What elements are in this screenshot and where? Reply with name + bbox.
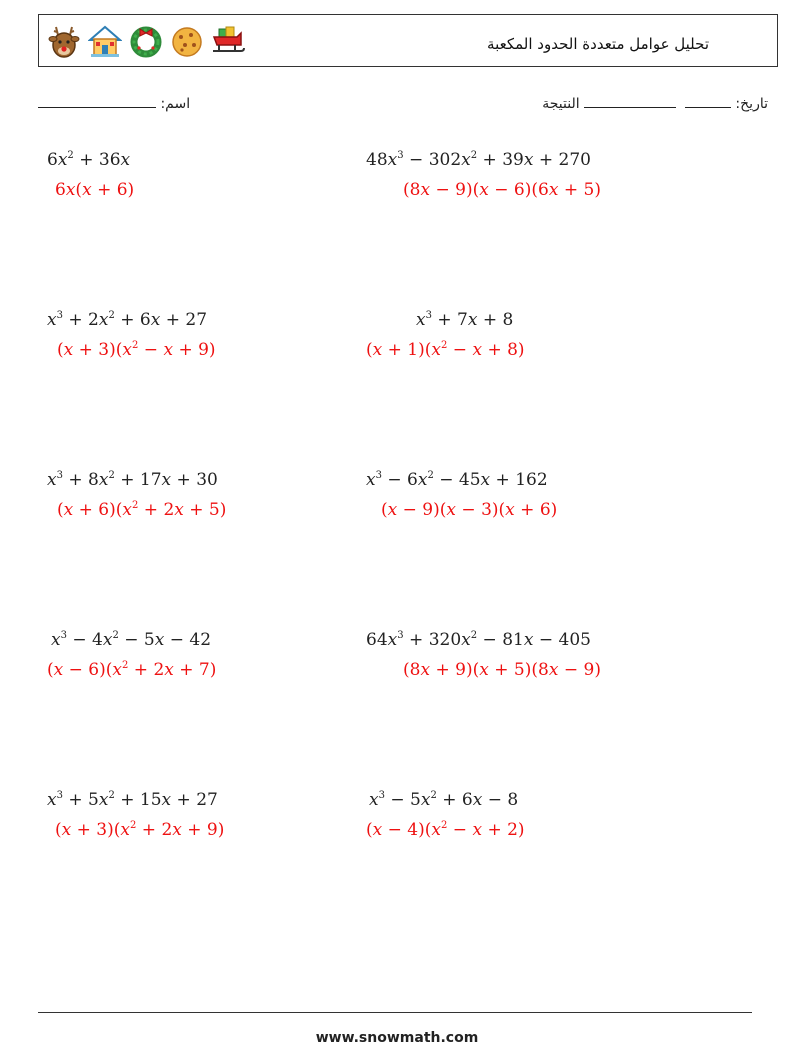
date-label: تاريخ: bbox=[735, 96, 768, 112]
name-blank bbox=[38, 95, 156, 108]
footer-url: www.snowmath.com bbox=[315, 1030, 479, 1046]
footer-divider bbox=[38, 1012, 752, 1013]
problem-question: $x^3 + 7x + 8$ bbox=[416, 310, 514, 330]
date-blank bbox=[685, 95, 731, 108]
score-label: النتيجة bbox=[542, 96, 580, 112]
problem-question: $6x^2 + 36x$ bbox=[47, 150, 131, 170]
problem-answer: $(x + 3)(x^2 - x + 9)$ bbox=[57, 340, 216, 360]
cookie-icon bbox=[170, 23, 204, 59]
problem-answer: (x − 9)(x − 3)(x + 6) bbox=[381, 500, 558, 520]
problem-question: $x^3 - 5x^2 + 6x - 8$ bbox=[369, 790, 519, 810]
problem-question: $x^3 + 8x^2 + 17x + 30$ bbox=[47, 470, 218, 490]
date-score-field bbox=[542, 95, 768, 112]
problem-answer: (8x − 9)(x − 6)(6x + 5) bbox=[403, 180, 601, 200]
problem-question: $x^3 - 4x^2 - 5x - 42$ bbox=[51, 630, 212, 650]
problem-question: $x^3 + 5x^2 + 15x + 27$ bbox=[47, 790, 218, 810]
reindeer-icon bbox=[47, 23, 81, 59]
name-label: اسم: bbox=[160, 96, 191, 112]
problem-answer: $(x - 6)(x^2 + 2x + 7)$ bbox=[47, 660, 217, 680]
problem-answer: $(x + 3)(x^2 + 2x + 9)$ bbox=[55, 820, 225, 840]
problem-question: $48x^3 - 302x^2 + 39x + 270$ bbox=[366, 150, 591, 170]
icon-row bbox=[47, 23, 245, 59]
problem-question: $64x^3 + 320x^2 - 81x - 405$ bbox=[366, 630, 591, 650]
problem-answer: (8x + 9)(x + 5)(8x − 9) bbox=[403, 660, 601, 680]
problem-answer: 6x(x + 6) bbox=[55, 180, 135, 200]
gingerbread-house-icon bbox=[88, 23, 122, 59]
worksheet-header bbox=[38, 14, 778, 67]
page-title: تحليل عوامل متعددة الحدود المكعبة bbox=[487, 35, 709, 53]
name-field bbox=[38, 95, 190, 112]
score-blank bbox=[584, 95, 676, 108]
problem-answer: $(x - 4)(x^2 - x + 2)$ bbox=[366, 820, 525, 840]
sleigh-icon bbox=[211, 23, 245, 59]
problem-question: $x^3 + 2x^2 + 6x + 27$ bbox=[47, 310, 208, 330]
problem-answer: $(x + 1)(x^2 - x + 8)$ bbox=[366, 340, 525, 360]
wreath-icon bbox=[129, 23, 163, 59]
problem-answer: $(x + 6)(x^2 + 2x + 5)$ bbox=[57, 500, 227, 520]
problem-question: $x^3 - 6x^2 - 45x + 162$ bbox=[366, 470, 548, 490]
